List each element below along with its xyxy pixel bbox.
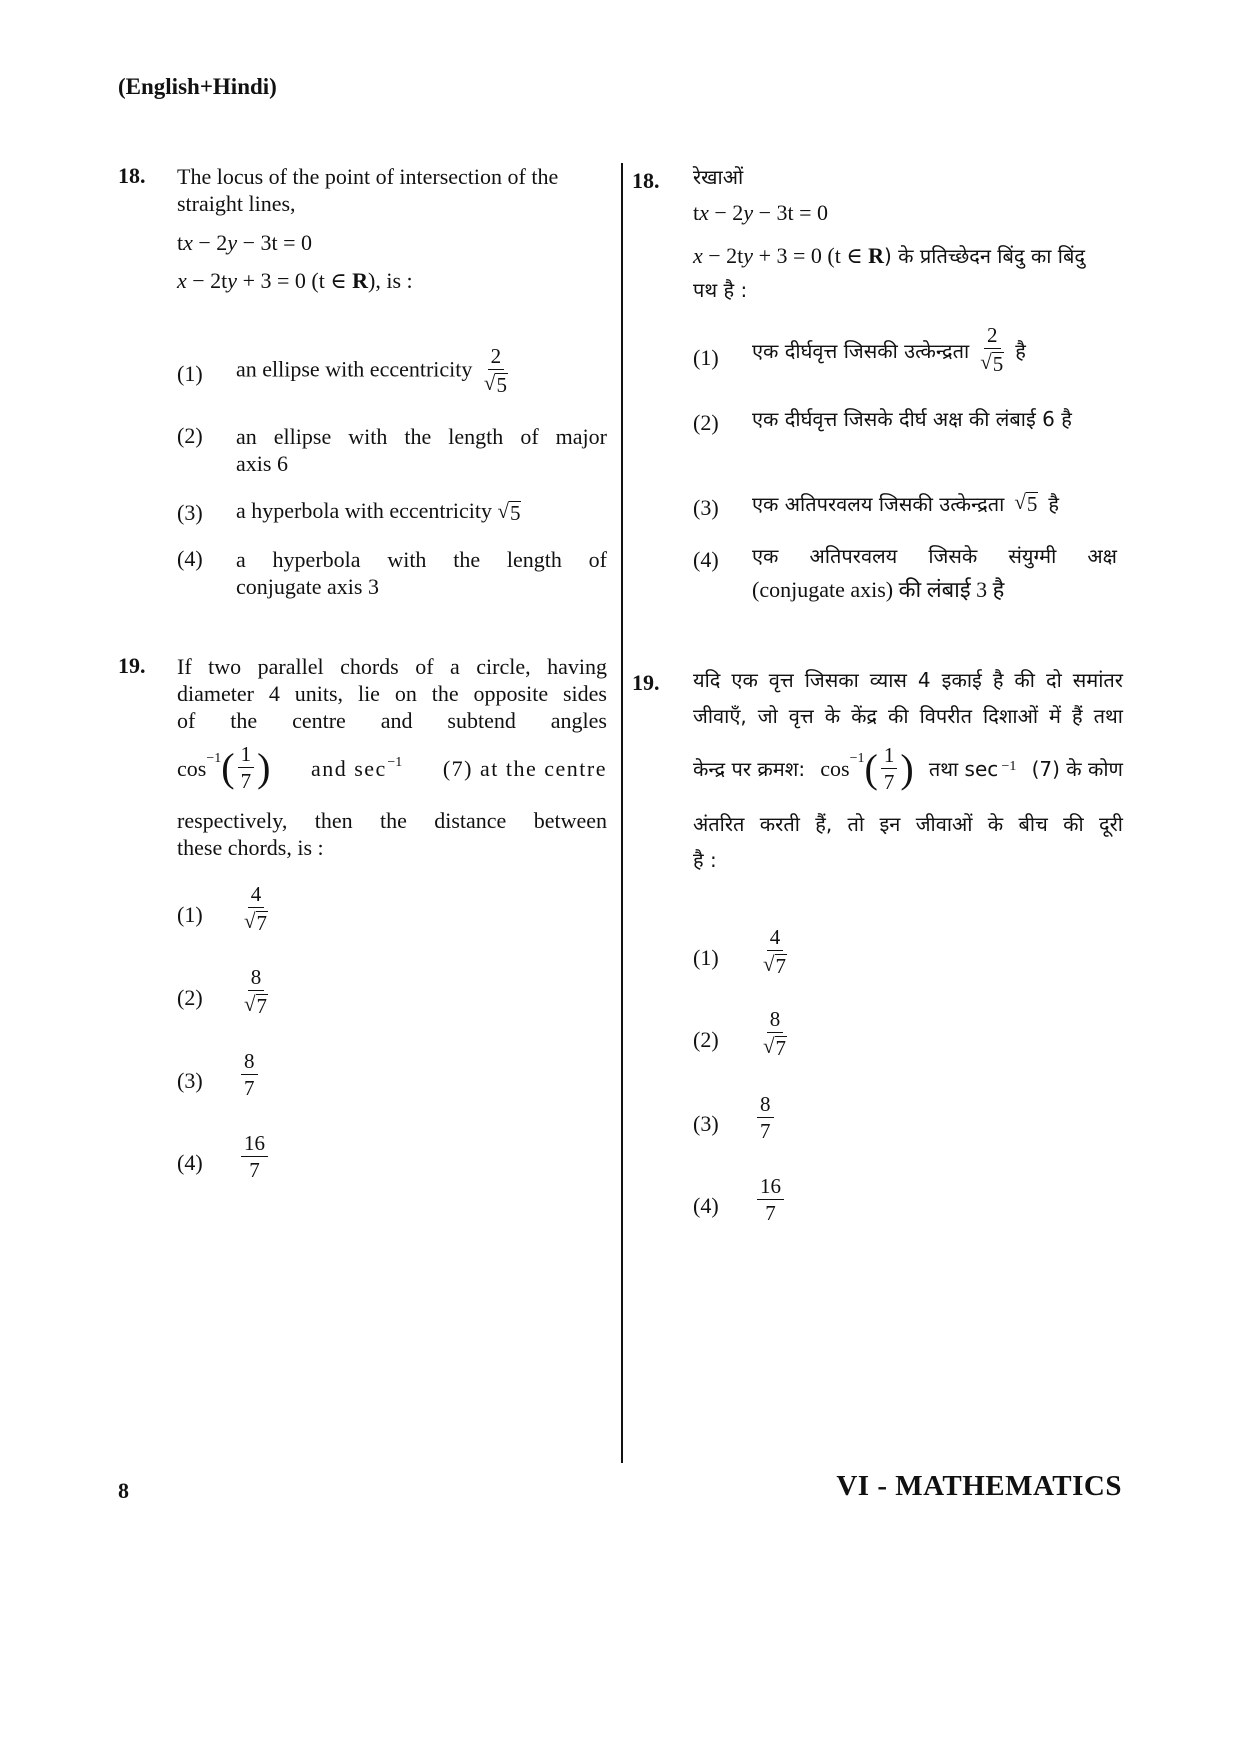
hi-q18-opt1-number: (1) <box>693 345 719 370</box>
hi-q18-line4: पथ है : <box>693 278 748 302</box>
en-q18-opt1-text: an ellipse with eccentricity <box>236 356 473 382</box>
en-q18-opt3 <box>236 497 521 525</box>
hi-q18-equation-2: x − 2ty + 3 = 0 (t ∈ R) के प्रतिच्छेदन बिंदु का बिंदु <box>693 243 1085 268</box>
fraction-numerator: 4 <box>248 884 265 908</box>
en-q18-opt3-sqrt: √ 5 <box>497 498 521 525</box>
hi-q19-opt3-number: (3) <box>693 1111 719 1136</box>
hi-q18-opt1-text: एक दीर्घवृत्त जिसकी उत्केन्द्रता <box>752 338 970 363</box>
en-q19-cos-sup: −1 <box>206 750 222 766</box>
hi-q19-tail: (7) के कोण <box>1031 757 1123 781</box>
hi-q19-opt2: 8 √ 7 <box>763 1007 787 1060</box>
en-q19-stem-end <box>177 807 607 861</box>
en-q19-frac <box>238 744 255 792</box>
en-q18-eq1-end: − 3t = 0 <box>237 230 313 255</box>
en-q19-line5: respectively, then the distance between <box>177 808 607 833</box>
radicand: 7 <box>775 954 787 978</box>
hi-q18-equation-1: tx − 2y − 3t = 0 <box>693 200 829 225</box>
en-q18-stem-line2: straight lines, <box>177 191 296 216</box>
en-q18-equation-1: tx − 2y − 3t = 0 <box>177 230 313 255</box>
hi-q19-opt1: 4 √ 7 <box>763 925 787 978</box>
hi-q19-stem <box>693 662 1123 734</box>
fraction-denominator: 7 <box>760 1119 771 1143</box>
en-q18-opt2-number: (2) <box>177 423 203 448</box>
fraction-numerator: 8 <box>241 1051 258 1075</box>
hi-q18-eq2-end: ) के प्रतिच्छेदन बिंदु का बिंदु <box>884 244 1085 268</box>
en-q18-eq2-set: R <box>352 268 368 293</box>
en-q18-eq2-start: − 2t <box>186 268 228 293</box>
fraction-numerator: 2 <box>984 325 1001 349</box>
hi-q19-cos-sup: −1 <box>849 751 865 766</box>
en-q18-opt3-number: (3) <box>177 500 203 525</box>
hi-q18-eq1-rest: − 2 <box>708 200 744 225</box>
hi-q19-opt3 <box>754 1094 777 1142</box>
hi-q18-opt3-number: (3) <box>693 495 719 520</box>
en-q18-opt2 <box>236 423 607 477</box>
en-q19-opt2-number: (2) <box>177 985 203 1010</box>
hi-q19-angles-line: केन्द्र पर क्रमश: cos $^{-1}$ ( $\frac{1}{7}$ ) तथा sec $^{-1}$ (7) के कोण <box>693 743 1123 794</box>
en-q18-opt4-line2: conjugate axis 3 <box>236 574 379 599</box>
hi-q18-opt2-number: (2) <box>693 410 719 435</box>
hi-q18-opt2-text: एक दीर्घवृत्त जिसके दीर्घ अक्ष की लंबाई 6 है <box>752 407 1072 431</box>
hi-q19-line1: यदि एक वृत्त जिसका व्यास 4 इकाई है की दो समांतर <box>693 668 1123 692</box>
hi-q18-eq1-coef: t <box>693 200 700 225</box>
en-q19-mid: and sec <box>310 755 387 781</box>
hi-q18-opt3-text: एक अतिपरवलय जिसकी उत्केन्द्रता <box>752 492 1005 516</box>
fraction-numerator: 8 <box>248 967 265 991</box>
fraction-denominator: 7 <box>249 1158 260 1182</box>
radicand: 7 <box>256 911 268 935</box>
en-q18-eq2-end: ), is : <box>368 268 413 293</box>
en-q19-opt4-number: (4) <box>177 1150 203 1175</box>
radicand: 7 <box>256 994 268 1018</box>
en-q19-tail: (7) at the centre <box>442 755 607 781</box>
en-q18-opt2-line1: an ellipse with the length of major <box>236 424 607 449</box>
hi-q18-eq2-mid: + 3 = 0 (t ∈ <box>753 243 869 268</box>
en-q18-opt1-number: (1) <box>177 361 203 386</box>
en-q18-opt4-line1: a hyperbola with the length of <box>236 547 607 572</box>
hi-q19-number: 19. <box>632 670 660 695</box>
hi-q18-opt1-fraction: 2 √ 5 <box>980 323 1004 376</box>
fraction-numerator: 8 <box>767 1009 784 1033</box>
en-q19-opt3 <box>238 1051 261 1099</box>
en-q18-eq2-mid: + 3 = 0 (t ∈ <box>237 268 353 293</box>
fraction-denominator: 7 <box>240 769 252 793</box>
en-q18-stem-line1: The locus of the point of intersection of the <box>177 164 559 189</box>
fraction-numerator: 1 <box>238 744 255 768</box>
en-q19-stem <box>177 653 607 734</box>
hi-q18-opt1 <box>752 325 1026 376</box>
radicand: 5 <box>509 500 521 525</box>
en-q19-opt1-number: (1) <box>177 902 203 927</box>
subject-label: VI - MATHEMATICS <box>836 1470 1122 1502</box>
hi-q19-opt4-number: (4) <box>693 1193 719 1218</box>
hi-q18-opt3-suffix: है <box>1048 492 1060 516</box>
fraction-numerator: 2 <box>488 346 505 370</box>
hi-q19-opt4 <box>754 1176 787 1224</box>
en-q18-opt3-text: a hyperbola with eccentricity <box>236 498 492 523</box>
en-q18-eq1-coef: t <box>177 230 184 255</box>
en-q19-sec-sup: −1 <box>387 755 403 771</box>
hi-q19-line5: है : <box>693 848 717 872</box>
en-q19-opt3-number: (3) <box>177 1068 203 1093</box>
hi-q19-stem-end <box>693 806 1123 878</box>
hi-q18-number: 18. <box>632 168 660 193</box>
fraction-numerator: 16 <box>241 1133 268 1157</box>
hi-q18-eq2-start: − 2t <box>702 243 744 268</box>
column-divider <box>621 163 623 1463</box>
fraction-numerator: 4 <box>767 927 784 951</box>
hi-q18-opt4 <box>752 539 1117 607</box>
en-q19-line3: of the centre and subtend angles <box>177 708 607 733</box>
en-q18-opt4-number: (4) <box>177 546 203 571</box>
fraction-denominator: 7 <box>883 770 895 794</box>
page-header: (English+Hindi) <box>118 74 277 99</box>
en-q19-cos: cos <box>177 755 207 781</box>
page-number: 8 <box>118 1478 129 1503</box>
en-q18-eq1-rest: − 2 <box>192 230 228 255</box>
fraction-denominator: 7 <box>765 1201 776 1225</box>
hi-q18-opt4-line1: एक अतिपरवलय जिसके संयुग्मी अक्ष <box>752 544 1117 568</box>
en-q19-opt4 <box>238 1133 271 1181</box>
hi-q19-mid: तथा sec <box>928 757 999 781</box>
hi-q18-opt1-suffix: है <box>1015 338 1026 363</box>
en-q19-opt1: 4 √ 7 <box>244 882 268 935</box>
hi-q19-opt1-number: (1) <box>693 945 719 970</box>
hi-q18-line1: रेखाओं <box>693 165 744 189</box>
fraction-denominator: 7 <box>244 1076 255 1100</box>
fraction-numerator: 8 <box>757 1094 774 1118</box>
en-q19-number: 19. <box>118 653 146 678</box>
en-q19-opt2: 8 √ 7 <box>244 965 268 1018</box>
hi-q18-eq1-end: − 3t = 0 <box>753 200 829 225</box>
en-q18-number: 18. <box>118 163 146 188</box>
fraction-numerator: 16 <box>757 1176 784 1200</box>
hi-q18-opt4-line2: (conjugate axis) की लंबाई 3 है <box>752 577 1005 602</box>
hi-q18-opt3 <box>752 487 1059 521</box>
en-q19-angles-line: cos $^{-1}$ ( $\frac{1}{7}$ ) and sec $^{-1}$ (7) at the centre <box>177 742 607 793</box>
hi-q19-sec-sup: −1 <box>1001 759 1017 775</box>
en-q18-opt1-fraction: 2 √ 5 <box>483 344 507 397</box>
en-q18-equation-2: x − 2ty + 3 = 0 (t ∈ R), is : <box>177 268 413 293</box>
hi-q19-line3-pre: केन्द्र पर क्रमश: <box>693 757 806 781</box>
hi-q19-opt2-number: (2) <box>693 1027 719 1052</box>
en-q19-line6: these chords, is : <box>177 835 324 860</box>
en-q19-line2: diameter 4 units, lie on the opposite sides <box>177 681 607 706</box>
radicand: 5 <box>992 352 1004 376</box>
hi-q19-frac <box>881 745 898 793</box>
hi-q19-line2: जीवाएँ, जो वृत्त के केंद्र की विपरीत दिशाओं में हैं तथा <box>693 704 1123 728</box>
en-q18-opt1 <box>236 346 514 397</box>
en-q19-line1: If two parallel chords of a circle, having <box>177 654 607 679</box>
hi-q18-opt4-number: (4) <box>693 547 719 572</box>
radicand: 7 <box>775 1036 787 1060</box>
hi-q18-eq2-set: R <box>868 243 884 268</box>
radicand: 5 <box>1026 491 1038 516</box>
en-q18-opt2-line2: axis 6 <box>236 451 288 476</box>
en-q18-opt4 <box>236 546 607 600</box>
fraction-numerator: 1 <box>881 745 898 769</box>
hi-q19-line4: अंतरित करती हैं, तो इन जीवाओं के बीच की दूरी <box>693 812 1123 836</box>
hi-q19-cos: cos <box>820 756 850 781</box>
en-q18-stem <box>177 163 607 217</box>
hi-q18-opt3-sqrt: √ 5 <box>1014 489 1038 516</box>
radicand: 5 <box>496 373 507 397</box>
